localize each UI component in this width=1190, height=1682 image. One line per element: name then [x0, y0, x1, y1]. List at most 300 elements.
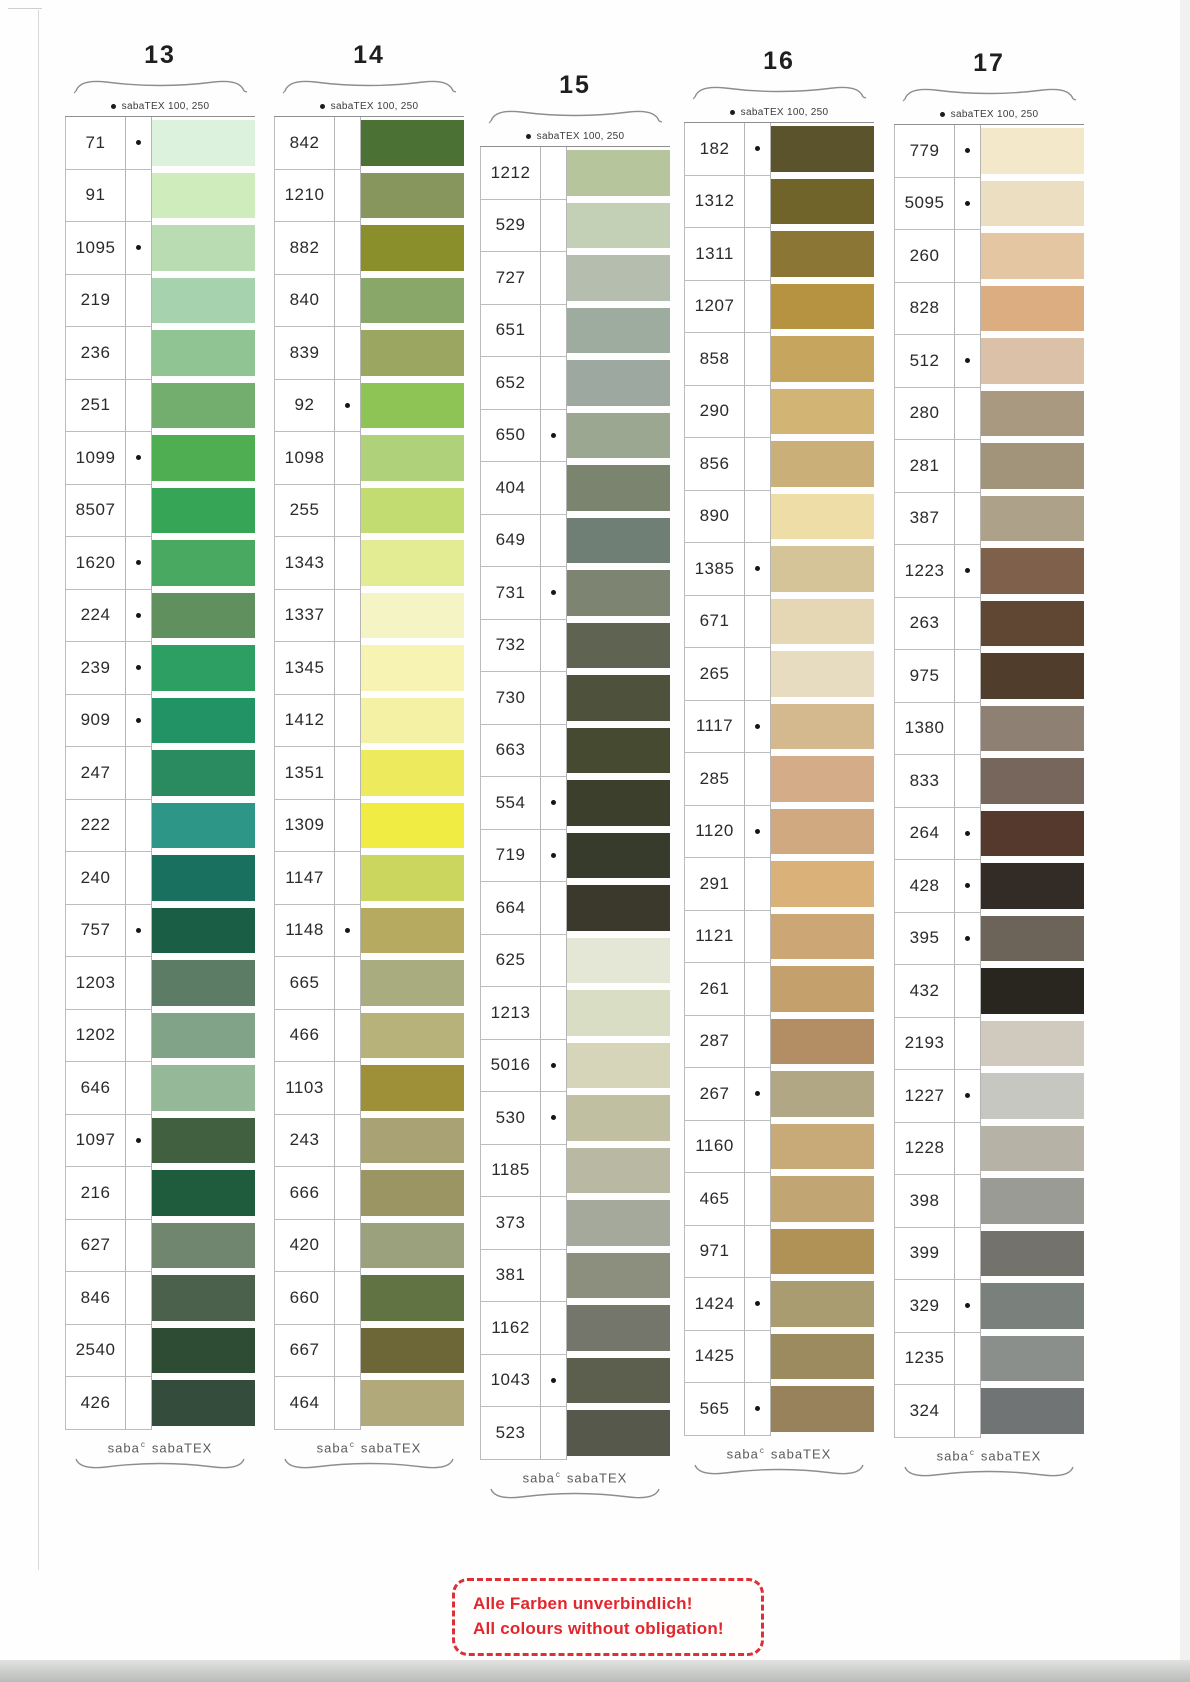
swatch-cell [361, 432, 464, 485]
stock-dot-cell [955, 545, 981, 598]
color-code-label: 856 [684, 438, 745, 491]
stock-dot-cell [745, 438, 771, 491]
color-swatch [361, 1065, 464, 1111]
color-code-label: 1213 [480, 987, 541, 1040]
color-code-label: 1337 [274, 590, 335, 643]
color-swatch [771, 1229, 874, 1275]
color-code-label: 1097 [65, 1115, 126, 1168]
color-row [480, 1092, 670, 1145]
color-swatch [981, 338, 1084, 384]
stock-dot-cell [335, 537, 361, 590]
color-swatch [361, 698, 464, 744]
color-code-label: 1620 [65, 537, 126, 590]
swatch-cell [361, 537, 464, 590]
color-code-label: 1312 [684, 176, 745, 229]
color-row [894, 1228, 1084, 1281]
color-row [65, 747, 255, 800]
color-swatch [152, 593, 255, 639]
swatch-cell [981, 230, 1084, 283]
color-swatch [152, 225, 255, 271]
stock-dot-cell [541, 462, 567, 515]
swatch-cell [981, 178, 1084, 231]
swatch-cell [981, 650, 1084, 703]
brand-logos [894, 1448, 1084, 1463]
swatch-cell [567, 147, 670, 200]
color-row [480, 357, 670, 410]
availability-dot-icon [136, 455, 141, 460]
stock-dot-cell [745, 176, 771, 229]
swatch-cell [361, 695, 464, 748]
swatch-cell [567, 200, 670, 253]
color-code-label: 727 [480, 252, 541, 305]
stock-dot-cell [745, 543, 771, 596]
swatch-cell [361, 1377, 464, 1430]
stock-dot-cell [126, 957, 152, 1010]
color-code-label: 398 [894, 1175, 955, 1228]
color-row [480, 1250, 670, 1303]
color-row [894, 493, 1084, 546]
color-code-label: 2193 [894, 1018, 955, 1071]
stock-dot-cell [335, 275, 361, 328]
color-row [274, 590, 464, 643]
color-code-label: 1351 [274, 747, 335, 800]
stock-dot-cell [126, 275, 152, 328]
color-code-label: 1227 [894, 1070, 955, 1123]
color-row [894, 1070, 1084, 1123]
swatch-cell [567, 882, 670, 935]
swatch-cell [981, 545, 1084, 598]
availability-dot-icon [755, 1091, 760, 1096]
color-swatch [981, 391, 1084, 437]
availability-dot-icon [136, 1138, 141, 1143]
color-row [480, 147, 670, 200]
color-row [274, 1115, 464, 1168]
color-swatch [361, 645, 464, 691]
swatch-table [65, 116, 255, 1430]
swatch-cell [152, 1062, 255, 1115]
color-row [65, 537, 255, 590]
availability-dot-icon [965, 831, 970, 836]
color-code-label: 92 [274, 380, 335, 433]
saba-logo: saba [726, 1445, 759, 1461]
color-code-label: 890 [684, 491, 745, 544]
color-swatch [981, 128, 1084, 174]
swatch-cell [981, 703, 1084, 756]
stock-dot-cell [955, 1280, 981, 1333]
color-code-label: 1212 [480, 147, 541, 200]
stock-dot-cell [335, 1377, 361, 1430]
overbrace-icon [901, 82, 1077, 104]
stock-dot-cell [955, 1228, 981, 1281]
color-code-label: 280 [894, 388, 955, 441]
color-row [894, 1018, 1084, 1071]
stock-dot-cell [541, 830, 567, 883]
stock-dot-cell [126, 222, 152, 275]
color-row [65, 1325, 255, 1378]
availability-dot-icon [965, 358, 970, 363]
color-row [684, 858, 874, 911]
stock-dot-cell [745, 1173, 771, 1226]
swatch-cell [771, 911, 874, 964]
swatch-cell [152, 327, 255, 380]
color-swatch [567, 465, 670, 511]
color-swatch [981, 443, 1084, 489]
sabatex-logo: sabaTEX [151, 1439, 213, 1455]
color-row [684, 543, 874, 596]
availability-dot-icon [965, 148, 970, 153]
overbrace-icon [72, 74, 248, 96]
color-row [480, 462, 670, 515]
stock-dot-cell [541, 252, 567, 305]
scan-edge-line-top [8, 8, 42, 9]
stock-dot-cell [745, 701, 771, 754]
page-number: 14 [353, 41, 385, 69]
color-code-label: 1202 [65, 1010, 126, 1063]
swatch-cell [152, 1220, 255, 1273]
color-code-label: 667 [274, 1325, 335, 1378]
swatch-cell [771, 438, 874, 491]
color-code-label: 1121 [684, 911, 745, 964]
stock-dot-cell [541, 1250, 567, 1303]
color-code-label: 1162 [480, 1302, 541, 1355]
color-code-label: 291 [684, 858, 745, 911]
stock-dot-cell [335, 1010, 361, 1063]
stock-dot-cell [335, 1115, 361, 1168]
stock-dot-cell [541, 410, 567, 463]
page-number: 13 [144, 41, 176, 69]
stock-dot-cell [955, 755, 981, 808]
color-row [65, 117, 255, 170]
saba-logo: saba [316, 1439, 349, 1455]
color-row [274, 1377, 464, 1430]
swatch-cell [771, 1226, 874, 1279]
color-row [274, 222, 464, 275]
color-code-label: 265 [684, 648, 745, 701]
color-row [65, 1220, 255, 1273]
color-swatch [152, 645, 255, 691]
sabatex-logo: sabaTEX [360, 1439, 422, 1455]
stock-dot-cell [745, 228, 771, 281]
color-swatch [361, 1328, 464, 1374]
color-row [274, 170, 464, 223]
color-row [684, 911, 874, 964]
color-row [65, 222, 255, 275]
availability-dot-icon [755, 829, 760, 834]
stock-dot-cell [126, 380, 152, 433]
color-row [480, 252, 670, 305]
stock-dot-cell [335, 747, 361, 800]
stock-dot-cell [955, 808, 981, 861]
color-code-label: 529 [480, 200, 541, 253]
color-swatch [771, 1281, 874, 1327]
color-row [65, 800, 255, 853]
color-code-label: 719 [480, 830, 541, 883]
color-code-label: 2540 [65, 1325, 126, 1378]
color-row [65, 1377, 255, 1430]
color-row [684, 123, 874, 176]
swatch-cell [567, 1302, 670, 1355]
swatch-cell [771, 386, 874, 439]
stock-dot-cell [335, 327, 361, 380]
stock-dot-cell [126, 117, 152, 170]
color-code-label: 1099 [65, 432, 126, 485]
swatch-cell [981, 913, 1084, 966]
color-code-label: 671 [684, 596, 745, 649]
stock-dot-cell [955, 650, 981, 703]
scan-edge-right [1180, 0, 1190, 1682]
availability-dot-icon [551, 800, 556, 805]
swatch-cell [771, 333, 874, 386]
color-code-label: 8507 [65, 485, 126, 538]
color-swatch [361, 330, 464, 376]
color-row [480, 1407, 670, 1460]
color-row [274, 327, 464, 380]
swatch-cell [152, 695, 255, 748]
color-swatch [567, 413, 670, 459]
color-swatch [771, 1386, 874, 1432]
color-code-label: 523 [480, 1407, 541, 1460]
color-code-label: 1210 [274, 170, 335, 223]
color-code-label: 664 [480, 882, 541, 935]
color-code-label: 399 [894, 1228, 955, 1281]
swatch-cell [981, 808, 1084, 861]
color-row [894, 178, 1084, 231]
stock-dot-cell [955, 125, 981, 178]
swatch-cell [981, 1070, 1084, 1123]
bullet-dot-icon [940, 112, 945, 117]
color-swatch [771, 441, 874, 487]
color-row [480, 1197, 670, 1250]
swatch-column-16 [684, 46, 874, 1481]
page-number: 17 [973, 49, 1005, 77]
color-code-label: 554 [480, 777, 541, 830]
stock-dot-cell [335, 117, 361, 170]
color-row [684, 648, 874, 701]
stock-dot-cell [955, 388, 981, 441]
color-code-label: 255 [274, 485, 335, 538]
availability-dot-icon [965, 201, 970, 206]
color-code-label: 464 [274, 1377, 335, 1430]
stock-dot-cell [745, 1278, 771, 1331]
color-row [684, 963, 874, 1016]
color-code-label: 666 [274, 1167, 335, 1220]
color-swatch [152, 1380, 255, 1426]
swatch-cell [981, 125, 1084, 178]
availability-dot-icon [755, 146, 760, 151]
color-swatch [361, 1170, 464, 1216]
color-row [684, 491, 874, 544]
color-row [684, 806, 874, 859]
swatch-cell [361, 905, 464, 958]
color-swatch [152, 1170, 255, 1216]
color-swatch [152, 750, 255, 796]
swatch-cell [771, 281, 874, 334]
color-swatch [152, 173, 255, 219]
header-note-label: sabaTEX 100, 250 [536, 130, 625, 142]
color-row [684, 228, 874, 281]
color-swatch [981, 1178, 1084, 1224]
color-swatch [771, 494, 874, 540]
swatch-cell [981, 965, 1084, 1018]
color-code-label: 1103 [274, 1062, 335, 1115]
color-row [894, 1123, 1084, 1176]
color-row [684, 596, 874, 649]
stock-dot-cell [541, 567, 567, 620]
stock-dot-cell [126, 537, 152, 590]
color-row [684, 333, 874, 386]
color-swatch [361, 1013, 464, 1059]
stock-dot-cell [541, 725, 567, 778]
color-row [684, 176, 874, 229]
stock-dot-cell [955, 1175, 981, 1228]
color-row [274, 117, 464, 170]
stock-dot-cell [745, 963, 771, 1016]
color-swatch [771, 861, 874, 907]
swatch-cell [771, 648, 874, 701]
color-code-label: 1043 [480, 1355, 541, 1408]
underbrace-icon [72, 1455, 248, 1475]
availability-dot-icon [965, 883, 970, 888]
swatch-cell [361, 327, 464, 380]
color-code-label: 833 [894, 755, 955, 808]
swatch-cell [567, 1145, 670, 1198]
stock-dot-cell [126, 905, 152, 958]
stock-dot-cell [126, 852, 152, 905]
color-code-label: 426 [65, 1377, 126, 1430]
swatch-cell [361, 1115, 464, 1168]
color-swatch [567, 938, 670, 984]
swatch-cell [567, 830, 670, 883]
underbrace-icon [901, 1463, 1077, 1483]
color-swatch [361, 750, 464, 796]
color-row [894, 388, 1084, 441]
color-code-label: 757 [65, 905, 126, 958]
swatch-cell [567, 252, 670, 305]
stock-dot-cell [955, 1018, 981, 1071]
swatch-cell [771, 1331, 874, 1384]
stock-dot-cell [541, 987, 567, 1040]
color-row [480, 672, 670, 725]
color-row [65, 432, 255, 485]
underbrace-icon [281, 1455, 457, 1475]
color-row [894, 650, 1084, 703]
stock-dot-cell [745, 1226, 771, 1279]
stock-dot-cell [126, 1272, 152, 1325]
notice-line-de: Alle Farben unverbindlich! [473, 1594, 693, 1614]
swatch-cell [567, 987, 670, 1040]
swatch-cell [361, 1062, 464, 1115]
swatch-table [480, 146, 670, 1460]
swatch-cell [361, 747, 464, 800]
color-swatch [771, 1334, 874, 1380]
stock-dot-cell [126, 1220, 152, 1273]
availability-dot-icon [345, 928, 350, 933]
swatch-cell [361, 117, 464, 170]
swatch-cell [152, 1010, 255, 1063]
color-swatch [981, 758, 1084, 804]
sabatex-logo: sabaTEX [566, 1469, 628, 1485]
stock-dot-cell [541, 777, 567, 830]
swatch-cell [771, 123, 874, 176]
color-code-label: 882 [274, 222, 335, 275]
color-row [894, 703, 1084, 756]
color-code-label: 373 [480, 1197, 541, 1250]
availability-dot-icon [965, 1093, 970, 1098]
color-row [684, 753, 874, 806]
swatch-cell [981, 1018, 1084, 1071]
color-code-label: 1185 [480, 1145, 541, 1198]
color-swatch [361, 120, 464, 166]
color-code-label: 627 [65, 1220, 126, 1273]
color-code-label: 420 [274, 1220, 335, 1273]
brand-logos [684, 1446, 874, 1461]
color-row [65, 1167, 255, 1220]
stock-dot-cell [745, 753, 771, 806]
swatch-cell [152, 222, 255, 275]
swatch-cell [981, 860, 1084, 913]
color-code-label: 1207 [684, 281, 745, 334]
color-swatch [981, 601, 1084, 647]
page-number: 16 [763, 47, 795, 75]
availability-dot-icon [551, 1063, 556, 1068]
color-row [65, 170, 255, 223]
stock-dot-cell [335, 695, 361, 748]
availability-dot-icon [755, 724, 760, 729]
color-code-label: 512 [894, 335, 955, 388]
color-swatch [152, 383, 255, 429]
color-code-label: 842 [274, 117, 335, 170]
swatch-cell [981, 283, 1084, 336]
swatch-cell [771, 1278, 874, 1331]
stock-dot-cell [335, 642, 361, 695]
color-swatch [361, 435, 464, 481]
color-swatch [152, 1275, 255, 1321]
swatch-cell [152, 1167, 255, 1220]
swatch-cell [361, 957, 464, 1010]
swatch-cell [152, 117, 255, 170]
color-swatch [771, 126, 874, 172]
header-note-label: sabaTEX 100, 250 [121, 100, 210, 112]
availability-dot-icon [136, 560, 141, 565]
saba-logo: saba [522, 1469, 555, 1485]
swatch-cell [567, 777, 670, 830]
swatch-cell [152, 537, 255, 590]
stock-dot-cell [541, 1197, 567, 1250]
stock-dot-cell [335, 222, 361, 275]
sabatex-logo: sabaTEX [980, 1447, 1042, 1463]
stock-dot-cell [126, 170, 152, 223]
color-code-label: 1311 [684, 228, 745, 281]
color-code-label: 1160 [684, 1121, 745, 1174]
swatch-cell [152, 642, 255, 695]
color-swatch [567, 150, 670, 196]
swatch-cell [361, 1220, 464, 1273]
swatch-cell [567, 1250, 670, 1303]
color-code-label: 1425 [684, 1331, 745, 1384]
color-row [65, 957, 255, 1010]
color-row [65, 642, 255, 695]
availability-dot-icon [755, 1406, 760, 1411]
color-row [65, 1115, 255, 1168]
stock-dot-cell [541, 1407, 567, 1460]
stock-dot-cell [745, 123, 771, 176]
swatch-cell [771, 858, 874, 911]
color-code-label: 663 [480, 725, 541, 778]
swatch-column-14 [274, 40, 464, 1475]
color-swatch [152, 1065, 255, 1111]
color-swatch [771, 389, 874, 435]
availability-dot-icon [965, 568, 970, 573]
